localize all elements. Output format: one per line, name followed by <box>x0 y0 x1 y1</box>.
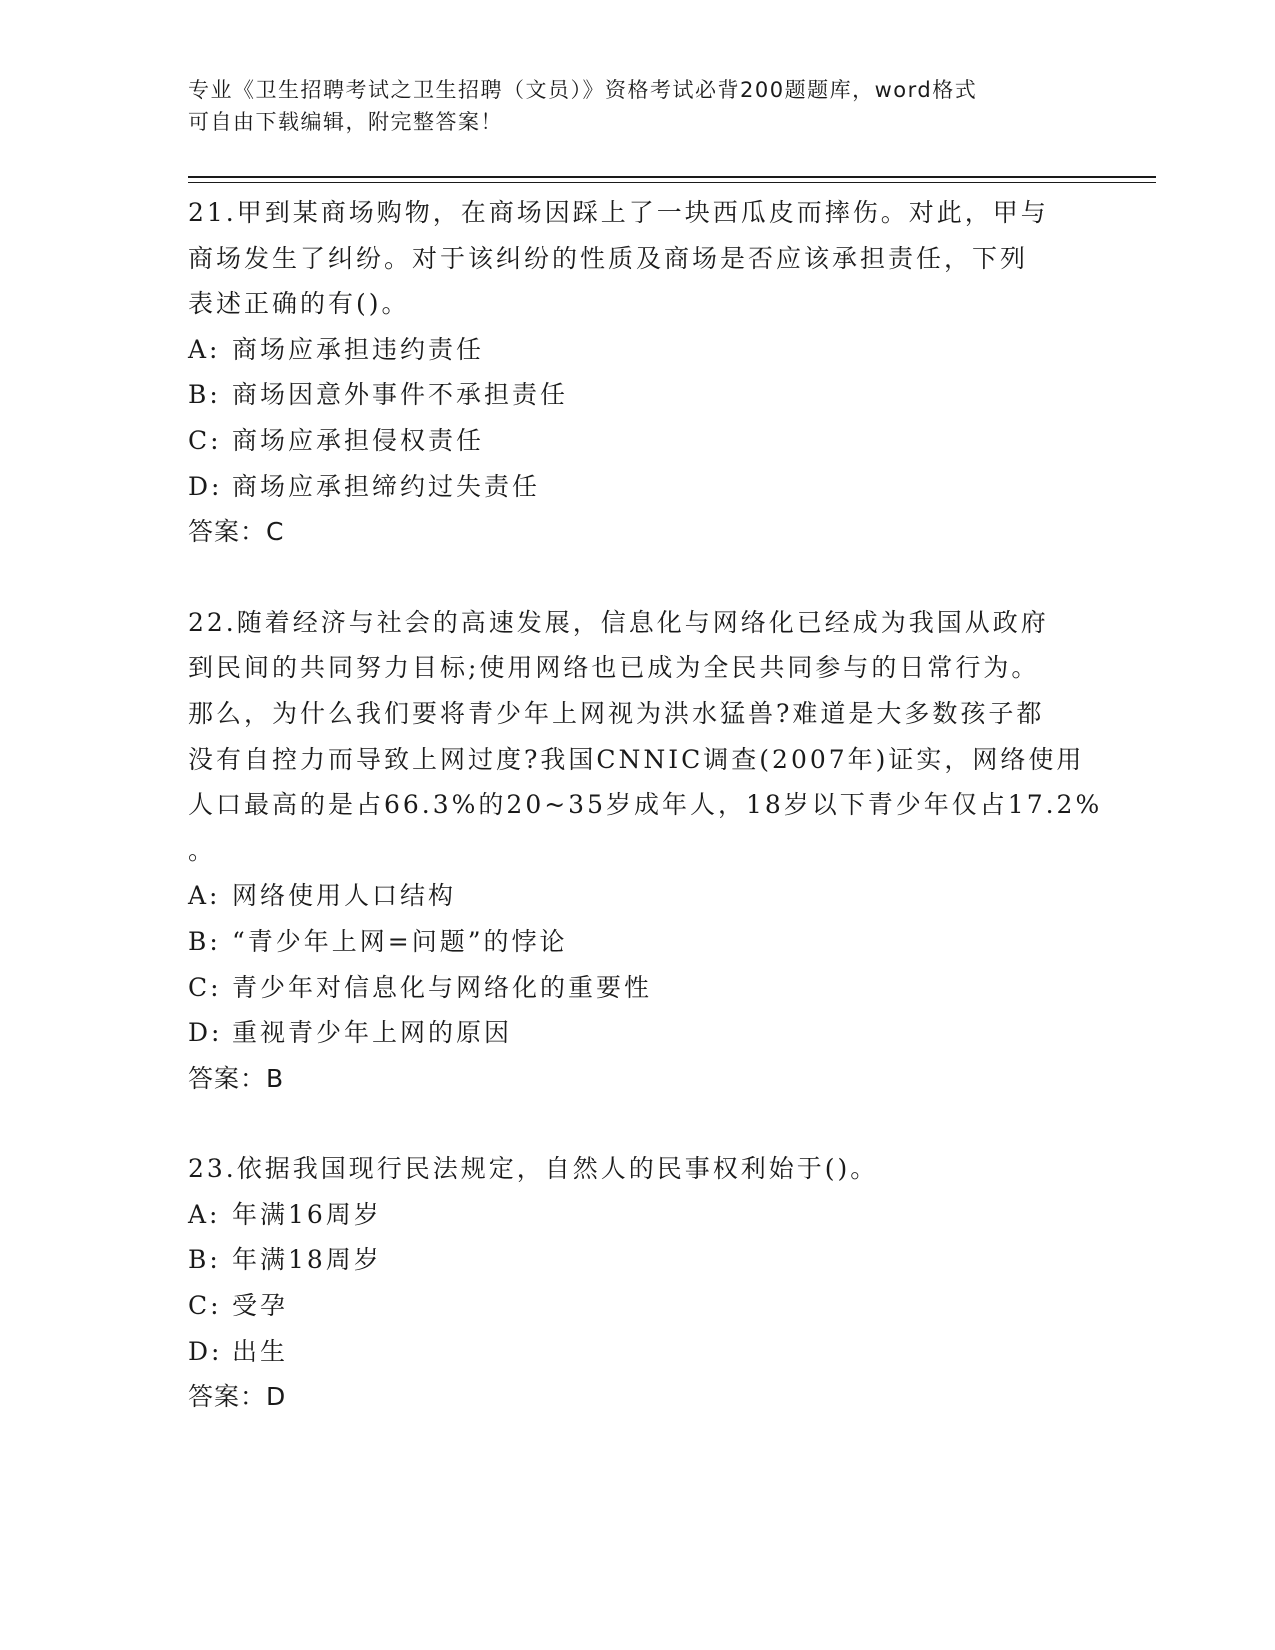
option-text: “青少年上网=问题”的悖论 <box>232 926 568 956</box>
stem-line: 表述正确的有()。 <box>188 289 410 319</box>
option-key: C: <box>188 1291 222 1321</box>
option-key: D: <box>188 1018 223 1048</box>
option-text: 年满16周岁 <box>232 1199 382 1229</box>
question-stem <box>188 1146 1108 1192</box>
answer-line: 答案：D <box>188 1382 287 1412</box>
option-c <box>188 1283 1108 1329</box>
option-c <box>188 965 1108 1011</box>
header-title-line-1: 专业《卫生招聘考试之卫生招聘（文员）》资格考试必背200题题库，word格式 <box>188 78 978 102</box>
option-a <box>188 327 1108 373</box>
option-key: D: <box>188 471 223 501</box>
option-text: 商场应承担缔约过失责任 <box>232 471 541 501</box>
option-text: 商场应承担侵权责任 <box>232 425 485 455</box>
option-key: B: <box>188 380 221 410</box>
header-divider-thin <box>188 182 1156 183</box>
option-a <box>188 873 1108 919</box>
option-key: D: <box>188 1336 223 1366</box>
question-spacer <box>188 1101 1108 1146</box>
option-b <box>188 919 1108 965</box>
option-text: 商场因意外事件不承担责任 <box>232 380 569 410</box>
question-spacer <box>188 555 1108 600</box>
stem-line: 那么，为什么我们要将青少年上网视为洪水猛兽?难道是大多数孩子都 <box>188 698 1045 728</box>
header-title-line-2: 可自由下载编辑，附完整答案！ <box>188 110 503 134</box>
question-stem <box>188 600 1108 874</box>
option-d <box>188 1010 1108 1056</box>
answer-line: 答案：B <box>188 1063 285 1093</box>
option-text: 重视青少年上网的原因 <box>232 1018 513 1048</box>
stem-line: 商场发生了纠纷。对于该纠纷的性质及商场是否应该承担责任，下列 <box>188 243 1029 273</box>
answer-line: 答案：C <box>188 517 285 547</box>
option-d <box>188 1329 1108 1375</box>
stem-line: 23.依据我国现行民法规定，自然人的民事权利始于()。 <box>188 1154 879 1184</box>
option-text: 出生 <box>232 1336 289 1366</box>
header-divider-thick <box>188 176 1156 178</box>
stem-line: 到民间的共同努力目标;使用网络也已成为全民共同参与的日常行为。 <box>188 653 1040 683</box>
stem-line: 没有自控力而导致上网过度?我国CNNIC调查(2007年)证实，网络使用 <box>188 744 1085 774</box>
question-23 <box>188 1146 1108 1420</box>
option-b <box>188 1237 1108 1283</box>
question-22 <box>188 600 1108 1102</box>
document-header <box>188 74 1068 138</box>
option-text: 青少年对信息化与网络化的重要性 <box>232 972 653 1002</box>
stem-line: 21.甲到某商场购物，在商场因踩上了一块西瓜皮而摔伤。对此，甲与 <box>188 198 1049 227</box>
option-key: A: <box>188 881 221 911</box>
option-key: A: <box>188 1199 221 1229</box>
option-a <box>188 1192 1108 1238</box>
option-c <box>188 418 1108 464</box>
option-key: B: <box>188 1245 221 1275</box>
question-list <box>188 190 1108 1420</box>
option-b <box>188 372 1108 418</box>
option-text: 商场应承担违约责任 <box>232 334 485 364</box>
option-text: 受孕 <box>232 1291 289 1321</box>
option-text: 网络使用人口结构 <box>232 881 457 911</box>
option-d <box>188 464 1108 510</box>
stem-line: 。 <box>188 835 217 865</box>
option-text: 年满18周岁 <box>232 1245 382 1275</box>
question-stem <box>188 190 1108 327</box>
question-21 <box>188 190 1108 555</box>
option-key: A: <box>188 334 221 364</box>
option-key: C: <box>188 972 222 1002</box>
stem-line: 22.随着经济与社会的高速发展，信息化与网络化已经成为我国从政府 <box>188 607 1049 637</box>
option-key: C: <box>188 425 222 455</box>
stem-line: 人口最高的是占66.3%的20~35岁成年人，18岁以下青少年仅占17.2% <box>188 790 1103 820</box>
option-key: B: <box>188 926 221 956</box>
